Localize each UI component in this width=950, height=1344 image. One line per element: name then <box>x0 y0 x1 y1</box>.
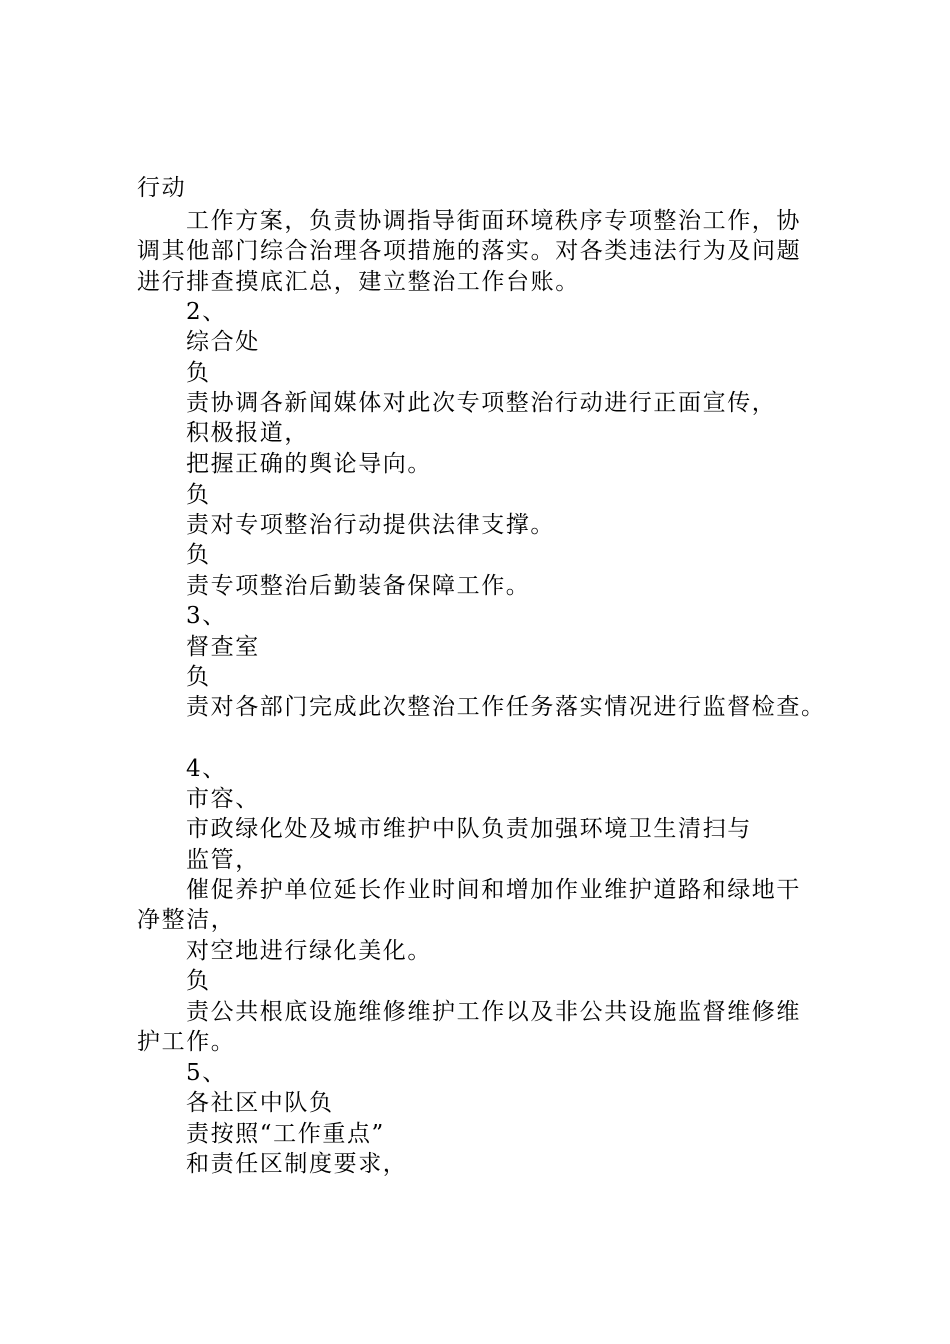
text-line: 责对专项整治行动提供法律支撑。 <box>186 512 555 538</box>
text-line: 5、 <box>186 1060 227 1086</box>
text-line: 责协调各新闻媒体对此次专项整治行动进行正面宣传， <box>186 390 777 416</box>
text-line: 各社区中队负 <box>186 1090 334 1116</box>
text-line: 积极报道， <box>186 420 309 446</box>
text-line: 负 <box>186 360 211 386</box>
text-line: 市容、 <box>186 786 260 812</box>
text-line: 综合处 <box>186 329 260 355</box>
text-line: 工作方案，负责协调指导街面环境秩序专项整治工作，协 <box>186 208 801 234</box>
text-line: 调其他部门综合治理各项措施的落实。对各类违法行为及问题 <box>137 238 802 264</box>
text-line: 3、 <box>186 603 227 629</box>
text-line: 和责任区制度要求， <box>186 1151 408 1177</box>
text-line: 进行排查摸底汇总，建立整治工作台账。 <box>137 269 580 295</box>
text-line: 负 <box>186 482 211 508</box>
text-line: 行动 <box>137 175 187 201</box>
text-line: 4、 <box>186 756 227 782</box>
text-line: 责公共根底设施维修维护工作以及非公共设施监督维修维 <box>186 999 801 1025</box>
text-line: 护工作。 <box>137 1029 236 1055</box>
text-line: 责对各部门完成此次整治工作任务落实情况进行监督检查。 <box>186 694 826 720</box>
text-line: 对空地进行绿化美化。 <box>186 938 432 964</box>
text-line: 把握正确的舆论导向。 <box>186 451 432 477</box>
text-line: 负 <box>186 542 211 568</box>
text-line: 督查室 <box>186 634 260 660</box>
text-line: 负 <box>186 664 211 690</box>
text-line: 净整洁， <box>137 907 236 933</box>
text-line: 市政绿化处及城市维护中队负责加强环境卫生清扫与 <box>186 816 752 842</box>
text-line: 2、 <box>186 299 227 325</box>
text-line: 催促养护单位延长作业时间和增加作业维护道路和绿地干 <box>186 877 801 903</box>
text-line: 负 <box>186 968 211 994</box>
text-line: 责按照“工作重点” <box>186 1121 385 1147</box>
text-line: 责专项整治后勤装备保障工作。 <box>186 573 531 599</box>
text-line: 监管， <box>186 847 260 873</box>
